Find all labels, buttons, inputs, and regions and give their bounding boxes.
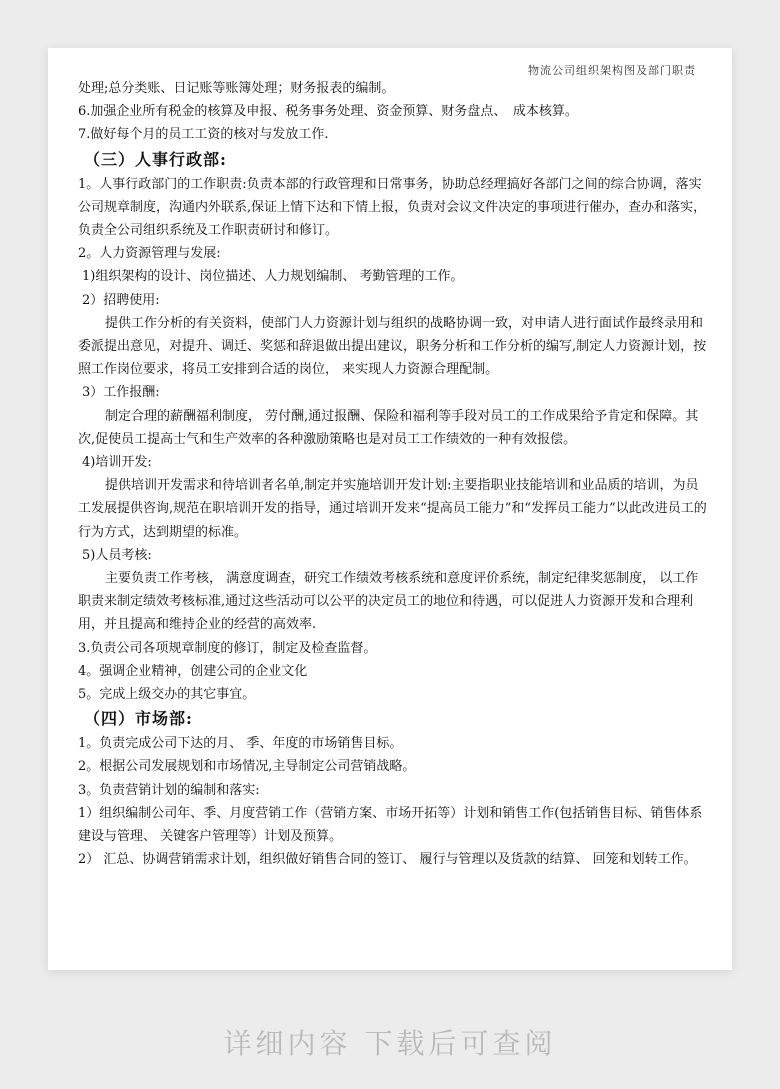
download-prompt[interactable]: 详细内容 下载后可查阅 — [223, 1027, 557, 1060]
body-paragraph: 提供培训开发需求和待培训者名单,制定并实施培训开发计划:主要指职业技能培训和业品质的培训，为员工发展提供咨询,规范在职培训开发的指导，通过培训开发来“提高员工能力”和“发挥员工能力”以此改进员工的行为方式，达到期望的标准。 — [78, 478, 707, 540]
list-item: 2。根据公司发展规划和市场情况,主导制定公司营销战略。 — [78, 759, 416, 775]
list-item: 1。人事行政部门的工作职责:负责本部的行政管理和日常事务，协助总经理搞好各部门之间的综合协调，落实公司规章制度，沟通内外联系,保证上情下达和下情上报，负责对会议文件决定的事项进行催办，查办和落实，负责全公司组织系统及工作职责研讨和修订。 — [78, 176, 707, 239]
list-item: 处理;总分类账、日记账等账簿处理；财务报表的编制。 — [78, 81, 395, 96]
running-header: 物流公司组织架构图及部门职责 — [528, 64, 696, 77]
section-heading: （四）市场部: — [84, 709, 193, 729]
list-item: 3。负责营销计划的编制和落实: — [78, 782, 260, 798]
subsection-title: 5)人员考核: — [82, 547, 152, 563]
list-item: 2） 汇总、协调营销需求计划，组织做好销售合同的签订、 履行与管理以及货款的结算、 回笼和划转工作。 — [78, 852, 697, 868]
body-paragraph: 主要负责工作考核， 满意度调查，研究工作绩效考核系统和意度评价系统，制定纪律奖惩制度， 以工作职责来制定绩效考核标准,通过这些活动可以公平的决定员工的地位和待遇，可以促进人力资源开发和合理利用，并且提高和维持企业的经营的高效率. — [78, 571, 699, 633]
document-body — [78, 77, 708, 872]
list-item: 3.负责公司各项规章制度的修订，制定及检查监督。 — [78, 640, 377, 656]
list-item: 2。人力资源管理与发展: — [78, 246, 221, 262]
subsection-title: 3）工作报酬: — [82, 385, 160, 401]
body-paragraph: 制定合理的薪酬福利制度， 劳付酬,通过报酬、保险和福利等手段对员工的工作成果给予肯定和保障。其次,促使员工提高士气和生产效率的各种激励策略也是对员工工作绩效的一种有效报偿。 — [78, 408, 699, 447]
section-heading: （三）人事行政部: — [84, 149, 227, 169]
subsection-title: 1)组织架构的设计、岗位描述、人力规划编制、 考勤管理的工作。 — [82, 269, 464, 285]
list-item: 1）组织编制公司年、季、月度营销工作（营销方案、市场开拓等）计划和销售工作(包括销售目标、销售体系建设与管理、 关键客户管理等）计划及预算。 — [78, 805, 703, 845]
list-item: 6.加强企业所有税金的核算及申报、税务事务处理、资金预算、财务盘点、 成本核算。 — [78, 104, 578, 120]
list-item: 1。负责完成公司下达的月、 季、年度的市场销售目标。 — [78, 736, 403, 752]
list-item: 7.做好每个月的员工工资的核对与发放工作. — [78, 127, 329, 143]
list-item: 4。强调企业精神，创建公司的企业文化 — [78, 663, 308, 679]
subsection-title: 2）招聘使用: — [82, 292, 160, 308]
body-paragraph: 提供工作分析的有关资料，使部门人力资源计划与组织的战略协调一致，对申请人进行面试作最终录用和委派提出意见，对提升、调迁、奖惩和辞退做出提出建议，职务分析和工作分析的编写,制定人力资源计划，按照工作岗位要求，将员工安排到合适的岗位， 来实现人力资源合理配制。 — [78, 315, 707, 378]
document-page — [48, 48, 732, 970]
list-item: 5。完成上级交办的其它事宜。 — [78, 687, 256, 703]
subsection-title: 4)培训开发: — [82, 455, 152, 471]
